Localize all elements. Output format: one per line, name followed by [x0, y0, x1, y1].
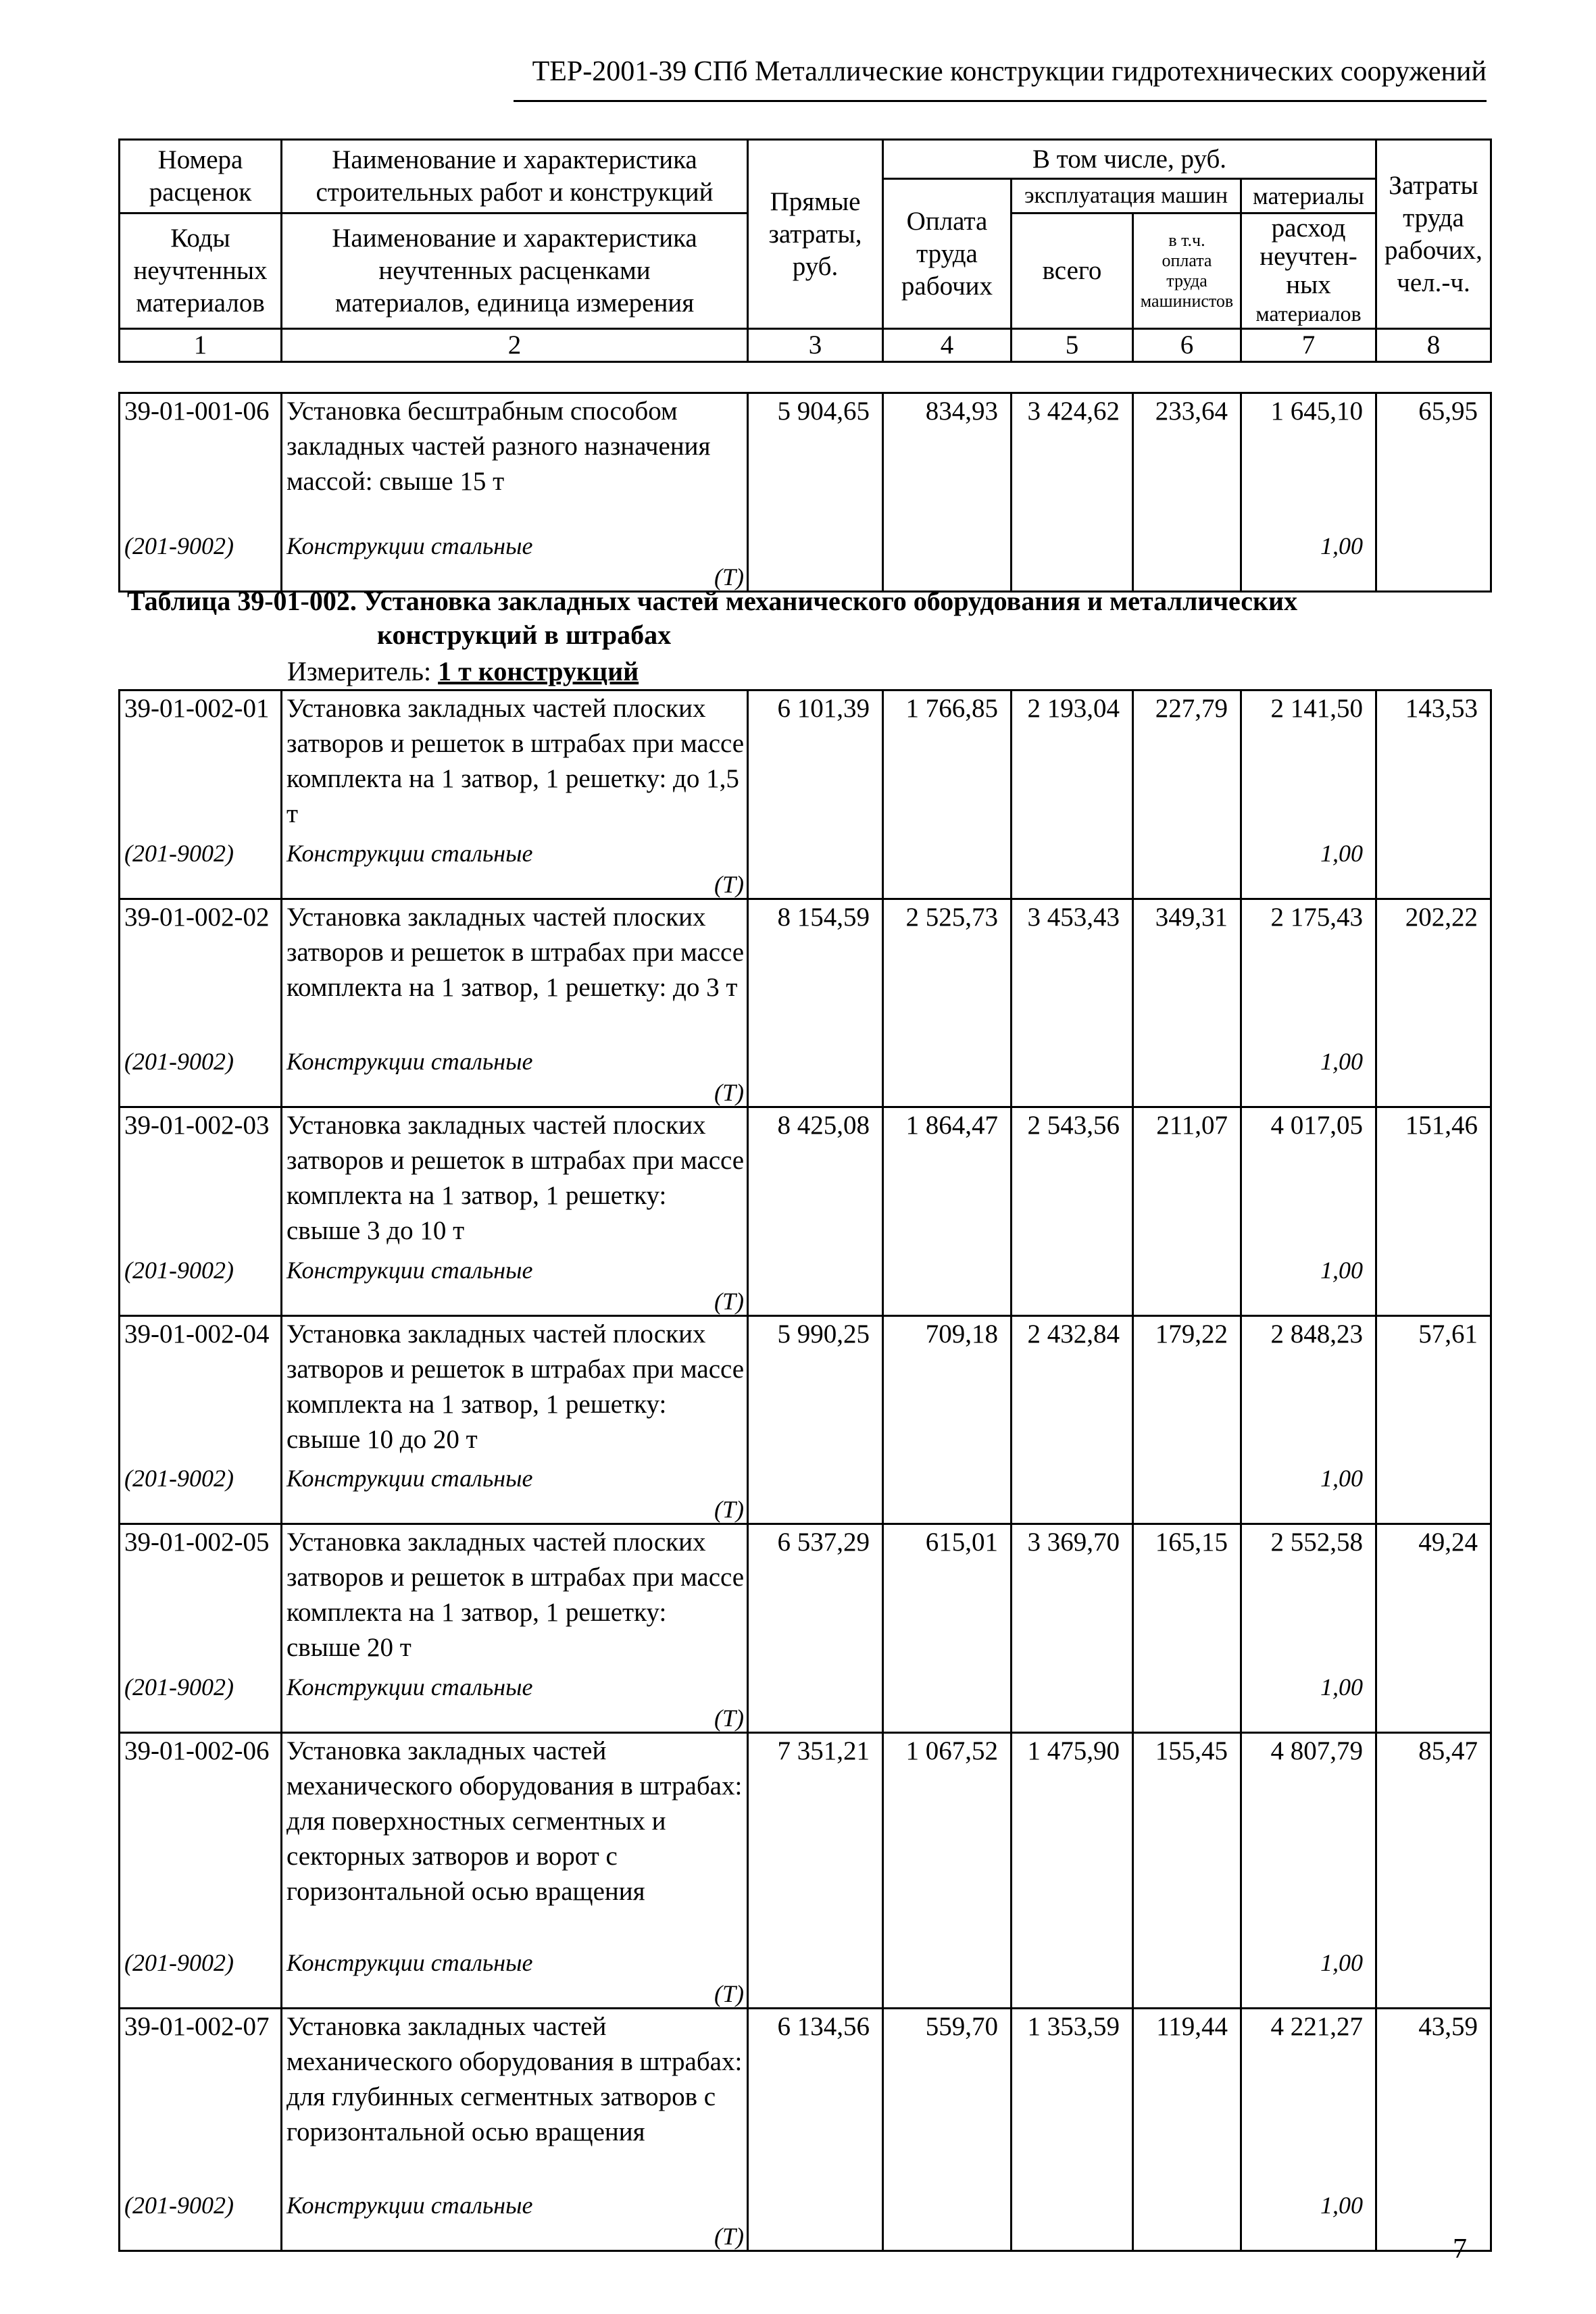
- col-header-unaccounted-name: Наименование и характеристика неучтенных расценками материалов, единица измерения: [282, 213, 748, 329]
- rates-table-2: [118, 689, 1492, 2252]
- material-code: (201-9002): [120, 1945, 282, 2009]
- material-name-cell: [282, 1945, 748, 2009]
- empty-cell: [883, 1044, 1012, 1107]
- empty-cell: [1133, 1044, 1241, 1107]
- rate-code: 39-01-002-01: [120, 690, 282, 836]
- table-row: [120, 2009, 1491, 2188]
- material-name: Конструкции стальные: [286, 1949, 533, 1976]
- material-name: Конструкции стальные: [286, 1673, 533, 1701]
- col-header-machines: эксплуатация машин: [1012, 179, 1241, 213]
- direct-costs: 6 134,56: [748, 2009, 883, 2188]
- material-quantity: 1,00: [1241, 2188, 1376, 2251]
- labor-hours: 151,46: [1376, 1107, 1491, 1253]
- col-number: 7: [1241, 329, 1376, 362]
- labor-hours: 202,22: [1376, 899, 1491, 1044]
- material-code: (201-9002): [120, 1669, 282, 1733]
- col-header-codes: Коды неучтенных материалов: [120, 213, 282, 329]
- material-quantity: 1,00: [1241, 836, 1376, 899]
- machines-total: 2 543,56: [1012, 1107, 1133, 1253]
- worker-wages: 559,70: [883, 2009, 1012, 2188]
- materials-cost: 4 807,79: [1241, 1732, 1376, 1945]
- rate-code: 39-01-002-03: [120, 1107, 282, 1253]
- measure-line: [287, 655, 639, 687]
- materials-cost: 2 175,43: [1241, 899, 1376, 1044]
- empty-cell: [1133, 1461, 1241, 1524]
- empty-cell: [1376, 1945, 1491, 2009]
- col-number: 8: [1376, 329, 1491, 362]
- table-row: [120, 1524, 1491, 1669]
- material-name-cell: [282, 1461, 748, 1524]
- materials-cost: 2 848,23: [1241, 1315, 1376, 1461]
- table-row: [120, 1732, 1491, 1945]
- worker-wages: 1 864,47: [883, 1107, 1012, 1253]
- material-row: [120, 528, 1491, 592]
- direct-costs: 5 990,25: [748, 1315, 883, 1461]
- empty-cell: [883, 1461, 1012, 1524]
- table-row: [120, 690, 1491, 836]
- empty-cell: [748, 1945, 883, 2009]
- empty-cell: [1133, 1945, 1241, 2009]
- material-name: Конструкции стальные: [286, 839, 533, 867]
- col-header-materials: материалы: [1241, 179, 1376, 213]
- material-row: [120, 1945, 1491, 2009]
- empty-cell: [883, 1669, 1012, 1733]
- material-unit: (Т): [714, 870, 744, 898]
- empty-cell: [883, 528, 1012, 592]
- direct-costs: 5 904,65: [748, 393, 883, 528]
- labor-hours: 85,47: [1376, 1732, 1491, 1945]
- work-name: Установка бесштрабным способом закладных частей разного назначения массой: свыше 15 т: [282, 393, 748, 528]
- material-name: Конструкции стальные: [286, 2191, 533, 2219]
- header-rule: [514, 100, 1487, 102]
- table-row: [120, 899, 1491, 1044]
- col-number: 2: [282, 329, 748, 362]
- labor-hours: 43,59: [1376, 2009, 1491, 2188]
- machinist-wages: 165,15: [1133, 1524, 1241, 1669]
- empty-cell: [1012, 1461, 1133, 1524]
- material-name-cell: [282, 836, 748, 899]
- empty-cell: [748, 836, 883, 899]
- direct-costs: 8 425,08: [748, 1107, 883, 1253]
- empty-cell: [883, 836, 1012, 899]
- material-row: [120, 2188, 1491, 2251]
- empty-cell: [883, 1945, 1012, 2009]
- worker-wages: 1 067,52: [883, 1732, 1012, 1945]
- machinist-wages: 233,64: [1133, 393, 1241, 528]
- machinist-wages: 155,45: [1133, 1732, 1241, 1945]
- col-number: 3: [748, 329, 883, 362]
- empty-cell: [748, 1253, 883, 1316]
- work-name: Установка закладных частей плоских затворов и решеток в штрабах при массе комплекта на 1 затвор, 1 решетку: свыше 10 до 20 т: [282, 1315, 748, 1461]
- direct-costs: 6 537,29: [748, 1524, 883, 1669]
- machinist-wages: 211,07: [1133, 1107, 1241, 1253]
- material-code: (201-9002): [120, 1253, 282, 1316]
- material-row: [120, 1044, 1491, 1107]
- material-unit: (Т): [714, 2222, 744, 2250]
- machinist-wages: 227,79: [1133, 690, 1241, 836]
- material-name: Конструкции стальные: [286, 1465, 533, 1492]
- col-header-wages: Оплата труда рабочих: [883, 179, 1012, 329]
- material-name-cell: [282, 1669, 748, 1733]
- empty-cell: [1376, 836, 1491, 899]
- empty-cell: [1133, 528, 1241, 592]
- material-code: (201-9002): [120, 1044, 282, 1107]
- empty-cell: [1376, 528, 1491, 592]
- table-caption: Таблица 39-01-002. Установка закладных частей механического оборудования и металлических конструкций в штрабах: [127, 586, 1298, 650]
- material-name-cell: [282, 528, 748, 592]
- col-header-numbers: Номера расценок: [120, 140, 282, 213]
- direct-costs: 7 351,21: [748, 1732, 883, 1945]
- material-quantity: 1,00: [1241, 1253, 1376, 1316]
- machinist-wages: 179,22: [1133, 1315, 1241, 1461]
- empty-cell: [1012, 1945, 1133, 2009]
- col-number: 4: [883, 329, 1012, 362]
- work-name: Установка закладных частей механического оборудования в штрабах: для глубинных сегментных затворов с горизонтальной осью вращения: [282, 2009, 748, 2188]
- material-row: [120, 836, 1491, 899]
- material-quantity: 1,00: [1241, 1044, 1376, 1107]
- material-row: [120, 1253, 1491, 1316]
- machines-total: 2 193,04: [1012, 690, 1133, 836]
- materials-cost: 2 141,50: [1241, 690, 1376, 836]
- machinist-wages: 119,44: [1133, 2009, 1241, 2188]
- empty-cell: [1133, 836, 1241, 899]
- empty-cell: [748, 1669, 883, 1733]
- material-unit: (Т): [714, 1496, 744, 1523]
- labor-hours: 143,53: [1376, 690, 1491, 836]
- measure-label: Измеритель:: [287, 656, 432, 686]
- col-number: 6: [1133, 329, 1241, 362]
- labor-hours: 65,95: [1376, 393, 1491, 528]
- material-name: Конструкции стальные: [286, 532, 533, 559]
- material-unit: (Т): [714, 563, 744, 590]
- machines-total: 1 475,90: [1012, 1732, 1133, 1945]
- material-code: (201-9002): [120, 836, 282, 899]
- empty-cell: [1133, 1669, 1241, 1733]
- worker-wages: 615,01: [883, 1524, 1012, 1669]
- empty-cell: [883, 1253, 1012, 1316]
- work-name: Установка закладных частей плоских затворов и решеток в штрабах при массе комплекта на 1 затвор, 1 решетку: до 3 т: [282, 899, 748, 1044]
- empty-cell: [748, 1461, 883, 1524]
- direct-costs: 8 154,59: [748, 899, 883, 1044]
- material-code: (201-9002): [120, 2188, 282, 2251]
- worker-wages: 834,93: [883, 393, 1012, 528]
- material-unit: (Т): [714, 1704, 744, 1732]
- rate-code: 39-01-002-07: [120, 2009, 282, 2188]
- direct-costs: 6 101,39: [748, 690, 883, 836]
- machines-total: 3 369,70: [1012, 1524, 1133, 1669]
- material-unit: (Т): [714, 1079, 744, 1106]
- empty-cell: [1376, 1253, 1491, 1316]
- rate-code: 39-01-001-06: [120, 393, 282, 528]
- empty-cell: [1012, 528, 1133, 592]
- empty-cell: [1376, 1669, 1491, 1733]
- empty-cell: [748, 1044, 883, 1107]
- material-unit: (Т): [714, 1287, 744, 1315]
- material-unit: (Т): [714, 1980, 744, 2007]
- materials-cost: 4 017,05: [1241, 1107, 1376, 1253]
- material-quantity: 1,00: [1241, 1945, 1376, 2009]
- material-quantity: 1,00: [1241, 528, 1376, 592]
- empty-cell: [1133, 2188, 1241, 2251]
- labor-hours: 57,61: [1376, 1315, 1491, 1461]
- empty-cell: [1133, 1253, 1241, 1316]
- material-quantity: 1,00: [1241, 1461, 1376, 1524]
- material-quantity: 1,00: [1241, 1669, 1376, 1733]
- empty-cell: [883, 2188, 1012, 2251]
- empty-cell: [1012, 1253, 1133, 1316]
- empty-cell: [748, 528, 883, 592]
- empty-cell: [1376, 2188, 1491, 2251]
- rate-code: 39-01-002-02: [120, 899, 282, 1044]
- rates-table-1: [118, 392, 1492, 593]
- work-name: Установка закладных частей механического оборудования в штрабах: для поверхностных сегментных и секторных затворов и ворот с горизонтальной осью вращения: [282, 1732, 748, 1945]
- rate-code: 39-01-002-05: [120, 1524, 282, 1669]
- rate-code: 39-01-002-06: [120, 1732, 282, 1945]
- material-name: Конструкции стальные: [286, 1048, 533, 1075]
- material-row: [120, 1461, 1491, 1524]
- table-row: [120, 1315, 1491, 1461]
- empty-cell: [1376, 1461, 1491, 1524]
- empty-cell: [1012, 2188, 1133, 2251]
- materials-cost: 1 645,10: [1241, 393, 1376, 528]
- empty-cell: [1012, 1044, 1133, 1107]
- empty-cell: [1012, 1669, 1133, 1733]
- measure-value: 1 т конструкций: [438, 656, 639, 686]
- work-name: Установка закладных частей плоских затворов и решеток в штрабах при массе комплекта на 1 затвор, 1 решетку: свыше 20 т: [282, 1524, 748, 1669]
- col-number: 1: [120, 329, 282, 362]
- material-name: Конструкции стальные: [286, 1256, 533, 1284]
- materials-cost: 2 552,58: [1241, 1524, 1376, 1669]
- material-code: (201-9002): [120, 528, 282, 592]
- col-header-labor: Затраты труда рабочих, чел.-ч.: [1376, 140, 1491, 329]
- work-name: Установка закладных частей плоских затворов и решеток в штрабах при массе комплекта на 1 затвор, 1 решетку: до 1,5 т: [282, 690, 748, 836]
- col-header-work-name: Наименование и характеристика строительных работ и конструкций: [282, 140, 748, 213]
- empty-cell: [748, 2188, 883, 2251]
- machinist-wages: 349,31: [1133, 899, 1241, 1044]
- column-header-table: [118, 139, 1492, 363]
- col-header-direct-costs: Прямые затраты, руб.: [748, 140, 883, 329]
- work-name: Установка закладных частей плоских затворов и решеток в штрабах при массе комплекта на 1 затвор, 1 решетку: свыше 3 до 10 т: [282, 1107, 748, 1253]
- rate-code: 39-01-002-04: [120, 1315, 282, 1461]
- col-header-including: В том числе, руб.: [883, 140, 1376, 179]
- worker-wages: 709,18: [883, 1315, 1012, 1461]
- labor-hours: 49,24: [1376, 1524, 1491, 1669]
- machines-total: 3 424,62: [1012, 393, 1133, 528]
- worker-wages: 2 525,73: [883, 899, 1012, 1044]
- col-number: 5: [1012, 329, 1133, 362]
- material-name-cell: [282, 1044, 748, 1107]
- machines-total: 3 453,43: [1012, 899, 1133, 1044]
- table-row: [120, 1107, 1491, 1253]
- empty-cell: [1376, 1044, 1491, 1107]
- page-number: 7: [1453, 2234, 1467, 2265]
- empty-cell: [1012, 836, 1133, 899]
- col-header-unaccounted-materials: расход неучтен- ных материалов: [1241, 213, 1376, 329]
- material-code: (201-9002): [120, 1461, 282, 1524]
- material-name-cell: [282, 2188, 748, 2251]
- worker-wages: 1 766,85: [883, 690, 1012, 836]
- col-header-machines-total: всего: [1012, 213, 1133, 329]
- machines-total: 1 353,59: [1012, 2009, 1133, 2188]
- table-row: [120, 393, 1491, 528]
- material-name-cell: [282, 1253, 748, 1316]
- machines-total: 2 432,84: [1012, 1315, 1133, 1461]
- materials-cost: 4 221,27: [1241, 2009, 1376, 2188]
- col-header-machinist-wages: в т.ч. оплата труда машинистов: [1133, 213, 1241, 329]
- material-row: [120, 1669, 1491, 1733]
- document-header-title: ТЕР-2001-39 СПб Металлические конструкции гидротехнических сооружений: [532, 56, 1487, 87]
